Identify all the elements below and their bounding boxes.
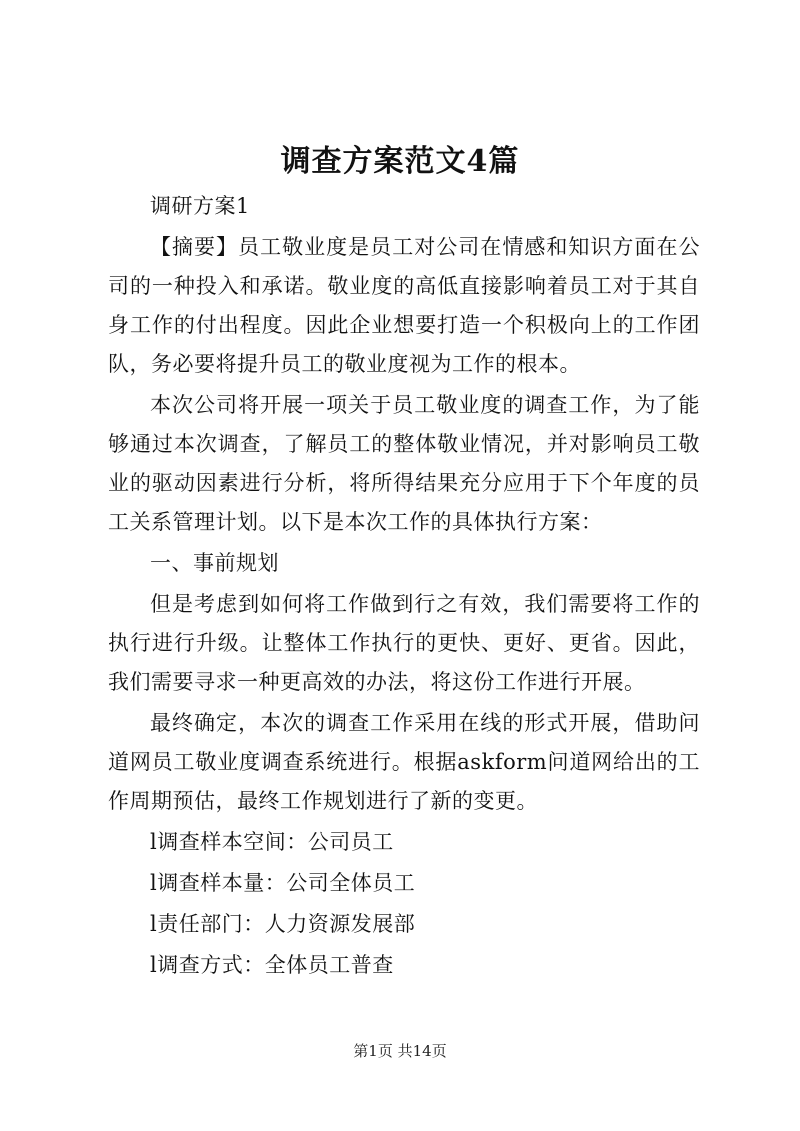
section-heading: 一、事前规划: [150, 551, 279, 575]
list-item: l责任部门：人力资源发展部: [150, 912, 416, 936]
body-paragraph: 最终确定，本次的调查工作采用在线的形式开展，借助问道网员工敬业度调查系统进行。根据askform问道网给出的工作周期预估，最终工作规划进行了新的变更。: [108, 711, 700, 813]
section-heading: 调研方案1: [150, 194, 250, 218]
body-paragraph: 本次公司将开展一项关于员工敬业度的调查工作，为了能够通过本次调查，了解员工的整体敬业情况，并对影响员工敬业的驱动因素进行分析，将所得结果充分应用于下个年度的员工关系管理计划。以下是本次工作的具体执行方案：: [108, 393, 700, 534]
body-paragraph: 但是考虑到如何将工作做到行之有效，我们需要将工作的执行进行升级。让整体工作执行的更快、更好、更省。因此，我们需要寻求一种更高效的办法，将这份工作进行开展。: [108, 592, 700, 694]
page-number-footer: 第1页 共14页: [353, 1042, 447, 1060]
list-item: l调查样本量：公司全体员工: [150, 871, 416, 895]
abstract-paragraph: 【摘要】员工敬业度是员工对公司在情感和知识方面在公司的一种投入和承诺。敬业度的高低直接影响着员工对于其自身工作的付出程度。因此企业想要打造一个积极向上的工作团队，务必要将提升员工的敬业度视为工作的根本。: [108, 235, 700, 376]
list-item: l调查方式：全体员工普查: [150, 953, 394, 977]
list-item: l调查样本空间：公司员工: [150, 830, 394, 854]
document-title: 调查方案范文4篇: [280, 144, 520, 179]
document-body: [108, 187, 700, 987]
